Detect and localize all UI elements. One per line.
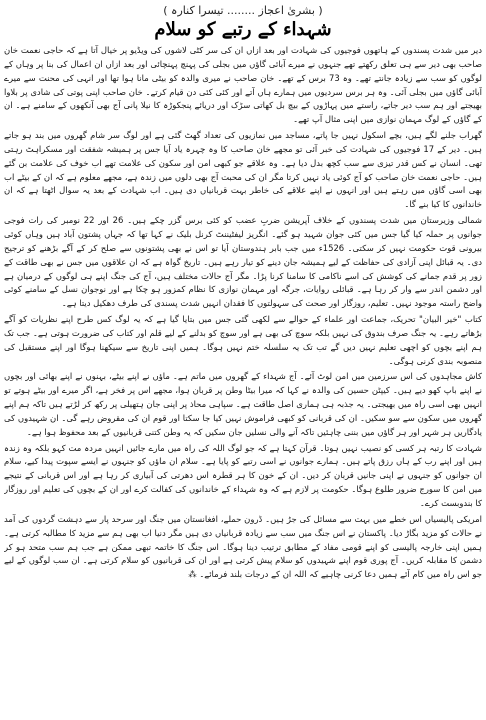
article-paragraph: کتاب "خیر البیان" تحریک، جماعت اور علماء کے حوالے سے لکھی گئی جس میں بتایا گیا ہے کہ یہ لوگ کس طرح اپنے نظریات کو آگے بڑھاتے رہے۔ یہ جنگ صرف بندوق کی نہیں بلکہ سوچ کی بھی ہے اور سوچ کو بدلنے کے لیے قلم اور کتاب کی ضرورت ہوتی ہے۔ جب تک ہم اپنے بچوں کو اچھی تعلیم نہیں دیں گے تب تک یہ سلسلہ ختم نہیں ہوگا۔ ہمیں اپنی تاریخ سے سیکھنا ہوگا اور اپنے مستقبل کی منصوبہ بندی کرنی ہوگی۔ — [4, 314, 482, 366]
article-paragraph: دیر میں شدت پسندوں کے ہاتھوں فوجیوں کی شہادت اور بعد ازاں ان کی سر کٹی لاشوں کی ویڈیو پر خیال آتا ہے کہ حاجی نعمت خان صاحب بھی دیر سے ہی تعلق رکھتے تھے جنہوں نے میرے آبائی گاؤں میں بجلی کی پہنچ پہنچائی اور بعد ازاں ان اعمال کی بنا پر وہاں کے لوگوں کو سب سے زیادہ جانتے تھے۔ وہ 73 برس کے تھے۔ خان صاحب نے میری والدہ کو بیٹی مانا ہوا تھا اور انہی کی محنت سے میرے آبائی گاؤں میں بجلی آئی۔ وہ ہر برس سردیوں میں ہمارے ہاں آتے اور کئی کئی دن قیام کرتے۔ خان صاحب اپنی پوتی کی شادی پر بلاوا بھیجتے اور ہم سب دیر جاتے، راستے میں پہاڑوں کے بیچ بل کھاتی سڑک اور دریائے پنجکوڑہ کا نیلا پانی آج بھی آنکھوں کے سامنے ہے۔ ان کے گاؤں کے لوگ مہمان نوازی میں اپنی مثال آپ تھے۔ — [4, 45, 482, 125]
article-paragraph: گھراب جلنے لگے ہیں، بچے اسکول نہیں جا پاتے، مساجد میں نمازیوں کی تعداد گھٹ گئی ہے اور لوگ سر شام گھروں میں بند ہو جاتے ہیں۔ دیر کے 17 فوجیوں کی شہادت کی خبر آئی تو مجھے خان صاحب کا وہ چہرہ یاد آیا جس پر ہمیشہ شفقت اور مسکراہٹ رہتی تھی۔ انسان نے کس قدر تیزی سے سب کچھ بدل دیا ہے۔ وہ علاقے جو کبھی امن اور سکون کی علامت تھے اب خوف کی علامت بن گئے ہیں۔ حاجی نعمت خان صاحب کو آج کوئی یاد نہیں کرتا مگر ان کی محبت آج بھی دلوں میں زندہ ہے، مجھے معلوم ہے کہ ان کے بیٹے اب بھی اسی گاؤں میں رہتے ہیں اور انہوں نے اپنے علاقے کی خاطر بہت قربانیاں دی ہیں۔ اب شہادت کے بعد یہ سوال اٹھتا ہے کہ ان خاندانوں کا کیا بنے گا۔ — [4, 130, 482, 210]
article-headline: شہداء کے رتبے کو سلام — [154, 19, 332, 40]
article-paragraph: شہادت کا رتبہ ہر کسی کو نصیب نہیں ہوتا۔ قرآن کہتا ہے کہ جو لوگ اللہ کی راہ میں مارے جائیں انہیں مردہ مت کہو بلکہ وہ زندہ ہیں اور اپنے رب کے ہاں رزق پاتے ہیں۔ ہمارے جوانوں نے اسی رتبے کو پایا ہے۔ سلام ان ماؤں کو جنہوں نے ایسے سپوت پیدا کیے، سلام ان جوانوں کو جنہوں نے اپنی جانیں قربان کر دیں۔ ان کے خون کا ہر قطرہ اس دھرتی کی آبیاری کر رہا ہے اور اس قربانی کے نتیجے میں امن کا سورج ضرور طلوع ہوگا۔ حکومت پر لازم ہے کہ وہ شہداء کے خاندانوں کی کفالت کرے اور ان کے بچوں کی تعلیم اور روزگار کا بندوبست کرے۔ — [4, 442, 482, 508]
article-body — [4, 44, 482, 716]
article-paragraph: کاش مجاہدوں کی اس سرزمین میں امن لوٹ آئے۔ آج شہداء کے گھروں میں ماتم ہے۔ ماؤں نے اپنے بیٹے، بہنوں نے اپنے بھائی اور بچوں نے اپنے باپ کھو دیے ہیں۔ کیپٹن حسین کی والدہ نے کہا کہ میرا بیٹا وطن پر قربان ہوا، مجھے اس پر فخر ہے، اگر میرے اور بیٹے ہوتے تو انہیں بھی اسی راہ میں بھیجتی۔ یہ جذبہ ہی ہماری اصل طاقت ہے۔ سپاہی محاذ پر اپنی جان ہتھیلی پر رکھ کر لڑتے ہیں تاکہ ہم اپنے گھروں میں سکون سے سو سکیں۔ ان کی قربانی کو کبھی فراموش نہیں کیا جا سکتا اور قوم ان کی مقروض رہے گی۔ ان شہیدوں کی یادگاریں ہر شہر اور ہر گاؤں میں بننی چاہئیں تاکہ آنے والی نسلیں جان سکیں کہ یہ وطن کتنی قربانیوں کے بعد محفوظ ہوا ہے۔ — [4, 371, 482, 437]
article-paragraph: امریکی پالیسیاں اس خطے میں بہت سے مسائل کی جڑ ہیں۔ ڈرون حملے، افغانستان میں جنگ اور سرحد پار سے دہشت گردوں کی آمد نے حالات کو مزید بگاڑ دیا۔ پاکستان نے اس جنگ میں سب سے زیادہ قربانیاں دی ہیں مگر دنیا اب بھی ہم سے مزید کا مطالبہ کرتی ہے۔ ہمیں اپنی خارجہ پالیسی کو اپنے قومی مفاد کے مطابق ترتیب دینا ہوگا۔ اس جنگ کا خاتمہ تبھی ممکن ہے جب ہم سب متحد ہو کر دشمن کا مقابلہ کریں۔ آج پوری قوم اپنے شہیدوں کو سلام پیش کرتی ہے اور ان کی قربانیوں کو سلام کرتی ہے۔ ان سب لوگوں کے لیے جو اس راہ میں کام آئے ہمیں دعا کرنی چاہیے کہ اللہ ان کے درجات بلند فرمائے۔ ⁂ — [4, 513, 482, 580]
article-paragraph: شمالی وزیرستان میں شدت پسندوں کے خلاف آپریشن ضربِ عضب کو کئی برس گزر چکے ہیں۔ 26 اور 22 نومبر کی رات فوجی جوانوں پر حملہ کیا گیا جس میں کئی جوان شہید ہو گئے۔ انگریز لیفٹیننٹ کرنل بلیک نے کہا تھا کہ جہاں پشتون آباد ہیں وہاں کوئی بیرونی قوت حکومت نہیں کر سکتی۔ 1526ء میں جب بابر ہندوستان آیا تو اس نے بھی پشتونوں سے صلح کر کے آگے بڑھنے کو ترجیح دی۔ یہ قبائل اپنی آزادی کی حفاظت کے لیے ہمیشہ جان دینے کو تیار رہے ہیں۔ تاریخ گواہ ہے کہ ان علاقوں میں جس نے بھی طاقت کے زور پر قدم جمانے کی کوشش کی اسے ناکامی کا سامنا کرنا پڑا۔ مگر آج حالات مختلف ہیں، آج کی جنگ اپنے ہی لوگوں کے درمیان ہے اور دشمن اندر سے وار کر رہا ہے۔ قبائلی روایات، جرگہ اور مہمان نوازی کا نظام کمزور ہو چکا ہے اور نوجوان نسل کے سامنے کوئی واضح راستہ موجود نہیں۔ تعلیم، روزگار اور صحت کی سہولتوں کا فقدان انہیں شدت پسندی کی طرف دھکیل دیتا ہے۔ — [4, 215, 482, 309]
column-byline: ( بشریٰ اعجاز ........ تیسرا کنارہ ) — [163, 4, 323, 17]
